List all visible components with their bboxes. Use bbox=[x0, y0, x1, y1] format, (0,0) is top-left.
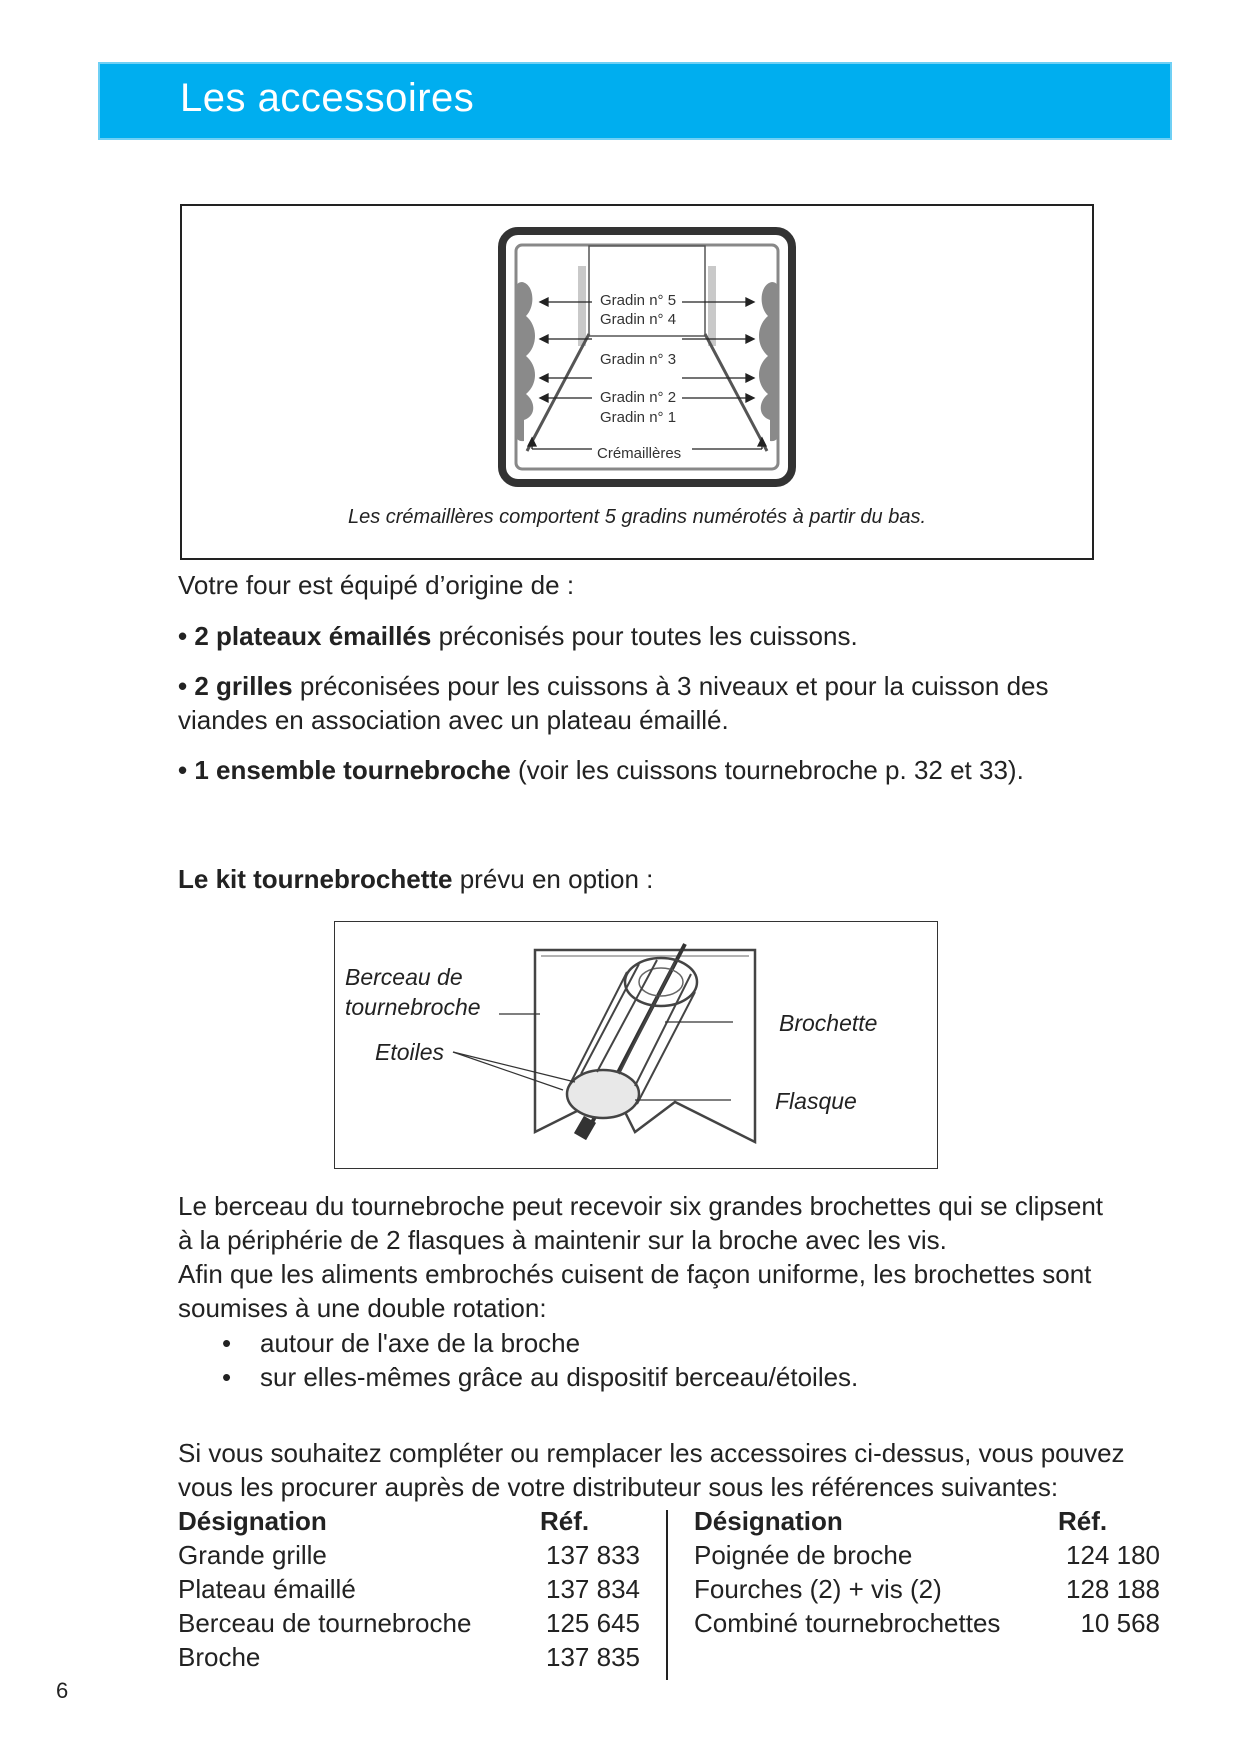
supply-line-1: Si vous souhaitez compléter ou remplacer les accessoires ci-dessus, vous pouvez bbox=[178, 1438, 1125, 1468]
oven-shelves-figure bbox=[180, 204, 1094, 560]
accessory-item-grilles bbox=[178, 669, 1049, 703]
kit-heading bbox=[178, 862, 653, 896]
kit-bold: Le kit tournebrochette bbox=[178, 864, 453, 894]
table-row-name: Combiné tournebrochettes bbox=[694, 1608, 1001, 1638]
page-number: 6 bbox=[56, 1678, 69, 1703]
supply-line-2: vous les procurer auprès de votre distributeur sous les références suivantes: bbox=[178, 1472, 1059, 1502]
table-row-ref: 128 188 bbox=[1066, 1574, 1160, 1604]
gradin-1-label: Gradin n° 1 bbox=[600, 409, 677, 426]
table-row-name: Fourches (2) + vis (2) bbox=[694, 1574, 942, 1604]
accessory-item-grilles-line2: viandes en association avec un plateau émaillé. bbox=[178, 705, 729, 735]
gradin-2-label: Gradin n° 2 bbox=[600, 389, 677, 406]
table-header-designation-left: Désignation bbox=[178, 1506, 327, 1536]
berceau-label: Berceau de tournebroche bbox=[345, 964, 481, 1020]
gradin-3-label: Gradin n° 3 bbox=[600, 351, 677, 368]
cradle-frame bbox=[535, 950, 755, 1142]
table-divider bbox=[666, 1510, 668, 1680]
table-row-ref: 124 180 bbox=[1066, 1540, 1160, 1570]
bullet-dot: • bbox=[222, 1328, 232, 1358]
description-line-2: à la périphérie de 2 flasques à maintenir sur la broche avec les vis. bbox=[178, 1225, 947, 1255]
accessory-item-plateaux bbox=[178, 619, 858, 653]
section-title: Les accessoires bbox=[180, 76, 475, 120]
description-line-4: soumises à une double rotation: bbox=[178, 1293, 547, 1323]
table-row-name: Broche bbox=[178, 1642, 261, 1672]
item-text: préconisés pour toutes les cuissons. bbox=[431, 621, 858, 651]
table-header-ref-right: Réf. bbox=[1058, 1506, 1108, 1536]
brochette-label: Brochette bbox=[779, 1010, 878, 1036]
item-bold: • 2 grilles bbox=[178, 671, 293, 701]
figure-caption: Les crémaillères comportent 5 gradins numérotés à partir du bas. bbox=[347, 506, 927, 528]
item-bold: • 1 ensemble tournebroche bbox=[178, 755, 511, 785]
table-row-ref: 137 833 bbox=[546, 1540, 640, 1570]
table-row-name: Plateau émaillé bbox=[178, 1574, 356, 1604]
table-row-name: Berceau de tournebroche bbox=[178, 1608, 472, 1638]
table-row-ref: 125 645 bbox=[546, 1608, 640, 1638]
item-bold: • 2 plateaux émaillés bbox=[178, 621, 432, 651]
flasque-label: Flasque bbox=[775, 1088, 857, 1114]
bullet-dot: • bbox=[222, 1362, 232, 1392]
etoiles-label: Etoiles bbox=[375, 1039, 445, 1065]
kit-text: prévu en option : bbox=[452, 864, 654, 894]
gradin-5-label: Gradin n° 5 bbox=[600, 292, 677, 309]
table-header-ref-left: Réf. bbox=[540, 1506, 590, 1536]
rail-left bbox=[578, 266, 586, 346]
table-header-designation-right: Désignation bbox=[694, 1506, 843, 1536]
item-text: (voir les cuissons tournebroche p. 32 et 33). bbox=[510, 755, 1024, 785]
description-line-1: Le berceau du tournebroche peut recevoir six grandes brochettes qui se clipsent bbox=[178, 1191, 1104, 1221]
table-row-ref: 137 834 bbox=[546, 1574, 640, 1604]
rail-right bbox=[708, 266, 716, 346]
table-row-name: Grande grille bbox=[178, 1540, 327, 1570]
table-row-name: Poignée de broche bbox=[694, 1540, 913, 1570]
description-line-3: Afin que les aliments embrochés cuisent de façon uniforme, les brochettes sont bbox=[178, 1259, 1092, 1289]
section-header bbox=[98, 62, 1172, 140]
intro-lead: Votre four est équipé d’origine de : bbox=[178, 570, 575, 600]
accessory-item-tournebroche bbox=[178, 753, 1024, 787]
cremailleres-label: Crémaillères bbox=[597, 445, 682, 462]
table-row-ref: 10 568 bbox=[1080, 1608, 1160, 1638]
flasque-shape bbox=[567, 1070, 639, 1118]
item-text: préconisées pour les cuissons à 3 niveaux et pour la cuisson des bbox=[292, 671, 1049, 701]
table-row-ref: 137 835 bbox=[546, 1642, 640, 1672]
gradin-4-label: Gradin n° 4 bbox=[600, 311, 677, 328]
rotisserie-kit-figure bbox=[334, 921, 938, 1169]
